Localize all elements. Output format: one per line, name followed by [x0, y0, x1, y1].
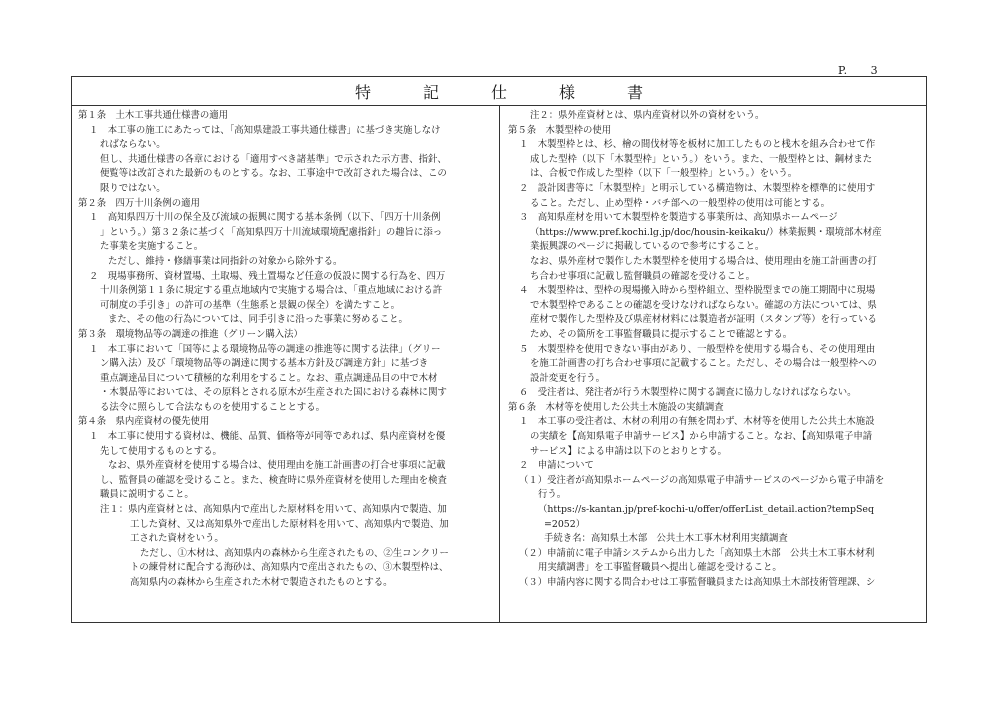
- text-line: た事業を実施すること。: [100, 241, 204, 253]
- text-line: ン購入法）及び「環境物品等の調達に関する基本方針及び調達方針」に基づき: [100, 358, 429, 370]
- text-line: ため、その箇所を工事監督職員に提示することで確認とする。: [530, 328, 793, 340]
- text-line: 職員に説明すること。: [100, 489, 194, 501]
- text-line: 限りではない。: [100, 182, 166, 194]
- text-line: 可制度の手引き」の許可の基準（生態系と景観の保全）を満たすこと。: [100, 299, 401, 311]
- text-line: ５ 木製型枠を使用できない事由があり、一般型枠を使用する場合も、その使用理由: [519, 343, 876, 355]
- text-line: し、監督員の確認を受けること。また、検査時に県外産資材を使用した理由を検査: [100, 474, 447, 486]
- column-divider: [499, 106, 500, 623]
- text-line: 注２：県外産資材とは、県内産資材以外の資材をいう。: [530, 110, 765, 121]
- text-line: 高知県内の森林から生産された木材で製造されたものとする。: [130, 577, 393, 588]
- page-number: P. 3: [838, 64, 879, 77]
- text-line: １ 本工事に使用する資材は、機能、品質、価格等が同等であれば、県内産資材を優: [89, 431, 446, 443]
- text-line: ただし、①木材は、高知県内の森林から生産されたもの、②生コンクリー: [140, 547, 449, 559]
- text-line: 便覧等は改訂された最新のものとする。なお、工事途中で改訂された場合は、この: [100, 168, 447, 180]
- text-line: ただし、維持・修繕事業は同指針の対象から除外する。: [108, 255, 343, 267]
- text-line: 第３条 環境物品等の調達の推進（グリーン購入法）: [78, 328, 303, 340]
- text-line: 第４条 県内産資材の優先使用: [78, 416, 210, 428]
- text-line: は、合板で作成した型枠（以下「一般型枠」という。）をいう。: [530, 168, 798, 180]
- text-line: ち合わせ事項に記載し監督職員の確認を受けること。: [530, 270, 756, 282]
- text-line: 十川条例第１１条に規定する重点地域内で実施する場合は、「重点地域における許: [100, 285, 443, 297]
- text-line: 第１条 土木工事共通仕様書の適用: [78, 110, 229, 121]
- text-line: 工された資材をいう。: [130, 533, 224, 545]
- text-line: 注１：県内産資材とは、高知県内で産出した原材料を用いて、高知県内で製造、加: [100, 504, 447, 516]
- text-line: ６ 受注者は、発注者が行う木製型枠に関する調査に協力しなければならない。: [519, 387, 857, 399]
- text-line: を施工計画書の打ち合わせ事項に記載すること。ただし、その場合は一般型枠への: [530, 358, 877, 370]
- text-line: （３）申請内容に関する問合わせは工事監督職員または高知県土木部技術管理課、シ: [519, 577, 876, 588]
- text-line: １ 本工事の受注者は、木材の利用の有無を問わず、木材等を使用した公共土木施設: [519, 416, 875, 428]
- text-line: 設計変更を行う。: [530, 372, 606, 384]
- text-line: る法令に照らして合法なものを使用することとする。: [100, 401, 326, 413]
- text-line: なお、県外産材で製作した木製型枠を使用する場合は、使用理由を施工計画書の打: [530, 255, 877, 267]
- text-line: （２）申請前に電子申請システムから出力した「高知県土木部 公共土木工事木材利: [519, 547, 875, 559]
- text-line: サービス】による申請は以下のとおりとする。: [530, 445, 727, 457]
- title-row: [72, 77, 926, 106]
- text-line: １ 本工事の施工にあたっては、「高知県建設工事共通仕様書」に基づき実施しなけ: [89, 124, 441, 136]
- text-line: （https://www.pref.kochi.lg.jp/doc/housin-keikaku/）林業振興・環境部木材産: [530, 226, 882, 238]
- text-line: で木製型枠であることの確認を受けなければならない。確認の方法については、県: [530, 299, 877, 311]
- text-line: 第６条 木材等を使用した公共土木施設の実績調査: [508, 401, 724, 413]
- text-line: ４ 木製型枠は、型枠の現場搬入時から型枠組立、型枠脱型までの施工期間中に現場: [519, 285, 876, 297]
- text-line: ３ 高知県産材を用いて木製型枠を製造する事業所は、高知県ホームページ: [519, 212, 838, 224]
- text-line: （https://s-kantan.jp/pref-kochi-u/offer/offerList_detail.action?tempSeq: [538, 504, 874, 516]
- document-title: 特 記 仕 様 書: [354, 82, 661, 102]
- text-line: ればならない。: [100, 139, 166, 151]
- text-line: =2052）: [544, 518, 586, 530]
- spec-frame: [71, 76, 927, 623]
- text-line: 第５条 木製型枠の使用: [508, 124, 612, 136]
- text-line: 用実績調書」を工事監督職員へ提出し確認を受けること。: [538, 562, 782, 574]
- text-line: また、その他の行為については、同手引きに沿った事業に努めること。: [108, 314, 408, 326]
- text-line: １ 高知県四万十川の保全及び流域の振興に関する基本条例（以下、「四万十川条例: [89, 212, 441, 224]
- text-line: ２ 設計図書等に「木製型枠」と明示している構造物は、木製型枠を標準的に使用す: [519, 182, 876, 194]
- text-line: （１）受注者が高知県ホームページの高知県電子申請サービスのページから電子申請を: [519, 474, 885, 486]
- text-line: 重点調達品目について積極的な利用をすること。なお、重点調達品目の中で木材: [100, 372, 438, 384]
- text-line: なお、県外産資材を使用する場合は、使用理由を施工計画書の打合せ事項に記載: [108, 460, 446, 472]
- text-line: ること。ただし、止め型枠・バチ部への一般型枠の使用は可能とする。: [530, 197, 831, 209]
- text-line: 但し、共通仕様書の各章における「適用すべき諸基準」で示された示方書、指針、: [100, 153, 447, 165]
- text-line: の実績を【高知県電子申請サービス】から申請すること。なお、【高知県電子申請: [530, 431, 873, 443]
- left-column: [78, 109, 488, 591]
- text-line: 」という。）第３２条に基づく「高知県四万十川流域環境配慮指針」の趣旨に添っ: [100, 226, 443, 238]
- text-line: 先して使用するものとする。: [100, 445, 222, 457]
- text-line: 業振興課のページに掲載しているので参考にすること。: [530, 241, 765, 253]
- text-line: 手続き名：高知県土木部 公共土木工事木材利用実績調査: [544, 533, 788, 545]
- text-line: 産材で製作した型枠及び県産材材料には製造者が証明（スタンプ等）を行っている: [530, 314, 877, 326]
- text-line: ２ 申請について: [519, 460, 594, 472]
- text-line: ２ 現場事務所、資材置場、土取場、残土置場など任意の仮設に関する行為を、四万: [89, 270, 446, 282]
- text-line: 行う。: [538, 489, 567, 501]
- text-line: ・木製品等においては、その原料とされる原木が生産された国における森林に関す: [100, 387, 447, 399]
- text-line: １ 本工事において「国等による環境物品等の調達の推進等に関する法律」（グリー: [89, 343, 441, 355]
- text-line: トの練骨材に配合する海砂は、高知県内で産出されたもの、③木製型枠は、: [130, 562, 449, 574]
- right-column: [508, 109, 920, 591]
- text-line: 工した資材、又は高知県外で産出した原材料を用いて、高知県内で製造、加: [130, 518, 449, 530]
- text-line: 第２条 四万十川条例の適用: [78, 197, 200, 209]
- text-line: 成した型枠（以下「木製型枠」という。）をいう。また、一般型枠とは、鋼材また: [530, 153, 873, 165]
- text-line: １ 木製型枠とは、杉、檜の間伐材等を板材に加工したものと桟木を組み合わせて作: [519, 139, 876, 151]
